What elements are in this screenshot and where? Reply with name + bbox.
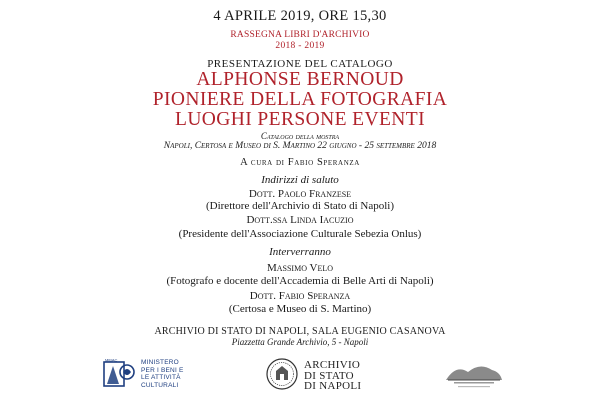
presentation-heading: PRESENTAZIONE DEL CATALOGO <box>207 58 393 70</box>
ministry-mark-text: MiBAC <box>105 358 118 363</box>
speaker-role: (Fotografo e docente dell'Accademia di Belle Arti di Napoli) <box>166 275 434 287</box>
speaker-name: Massimo Velo <box>266 262 334 274</box>
ministry-line: MINISTERO <box>141 359 179 366</box>
mibac-mark-icon <box>103 358 139 390</box>
curator: A cura di Fabio Speranza <box>240 157 360 168</box>
series-name: RASSEGNA LIBRI D'ARCHIVIO <box>230 30 370 40</box>
ministry-line: CULTURALI <box>141 381 179 389</box>
title-line-2: PIONIERE DELLA FOTOGRAFIA <box>152 89 448 110</box>
association-logo-icon <box>444 360 504 392</box>
archivio-line: DI STATO <box>304 369 354 382</box>
catalog-label: Catalogo della mostra <box>260 131 340 141</box>
greetings-heading: Indirizzi di saluto <box>261 174 339 186</box>
archivio-line: ARCHIVIO <box>304 359 361 371</box>
ministry-line: PER I BENI E <box>141 366 184 374</box>
greeting-speaker-role: (Presidente dell'Associazione Culturale Sebezia Onlus) <box>178 228 422 240</box>
event-date: 4 APRILE 2019, ORE 15,30 <box>213 8 387 24</box>
archivio-logo <box>266 358 396 392</box>
venue-address: Piazzetta Grande Archivio, 5 - Napoli <box>231 337 369 347</box>
archivio-line: DI NAPOLI <box>304 380 362 392</box>
series-years: 2018 - 2019 <box>275 41 325 51</box>
greeting-speaker-name: Dott. Paolo Franzese <box>248 188 352 200</box>
speakers-heading: Interverranno <box>269 246 331 258</box>
seal-icon <box>266 358 298 390</box>
title-line-3: LUOGHI PERSONE EVENTI <box>175 109 425 130</box>
venue-name: ARCHIVIO DI STATO DI NAPOLI, SALA EUGENIO CASANOVA <box>154 326 446 337</box>
ministry-line: LE ATTIVITÀ <box>141 374 181 381</box>
title-line-1: ALPHONSE BERNOUD <box>196 69 404 90</box>
speaker-name: Dott. Fabio Speranza <box>249 290 351 302</box>
speaker-role: (Certosa e Museo di S. Martino) <box>228 303 372 315</box>
greeting-speaker-role: (Direttore dell'Archivio di Stato di Napoli) <box>205 200 395 212</box>
exhibition-info: Napoli, Certosa e Museo di S. Martino 22 giugno - 25 settembre 2018 <box>163 141 437 151</box>
ministry-logo <box>103 358 213 390</box>
greeting-speaker-name: Dott.ssa Linda Iacuzio <box>246 214 354 226</box>
